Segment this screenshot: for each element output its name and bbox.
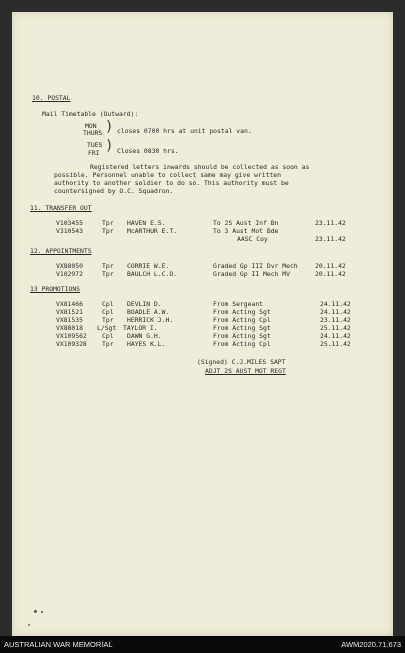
table-cell: VX88018 <box>56 324 83 332</box>
signature-line: (Signed) C.J.MILES SAPT <box>197 358 286 366</box>
table-cell: Cpl <box>102 300 114 308</box>
page-mark <box>34 610 37 613</box>
timetable-title: Mail Timetable (Outward): <box>42 110 139 118</box>
table-cell: BAULCH L.C.O. <box>127 270 178 278</box>
section-11-heading: 11. TRANSFER OUT <box>30 204 92 212</box>
day-mon: MON <box>85 122 97 130</box>
table-cell: Graded Gp III Dvr Mech <box>213 262 298 270</box>
page-mark <box>41 611 43 613</box>
table-cell: From Acting Sgt <box>213 332 271 340</box>
footer-bar <box>0 636 405 653</box>
para-line: possible. Personnel unable to collect same may give written <box>54 171 282 179</box>
table-cell: CORRIE W.E. <box>127 262 170 270</box>
table-cell: From Sergeant <box>213 300 264 308</box>
table-cell: From Acting Sgt <box>213 308 271 316</box>
table-cell: BOADLE A.W. <box>127 308 170 316</box>
table-cell: Graded Gp II Mech MV <box>213 270 290 278</box>
table-cell: 23.11.42 <box>315 219 346 227</box>
table-cell: From Acting Cpl <box>213 316 271 324</box>
table-cell: VX81466 <box>56 300 83 308</box>
day-thurs: THURS <box>83 129 103 137</box>
section-10-heading: 10. POSTAL <box>32 94 71 102</box>
table-cell: Tpr <box>102 262 114 270</box>
table-cell: To 3 Aust Mot Bde <box>213 227 279 235</box>
section-12-heading: 12. APPOINTMENTS <box>30 247 92 255</box>
table-cell: VX81521 <box>56 308 83 316</box>
table-cell: From Acting Sgt <box>213 324 271 332</box>
day-tues: TUES <box>87 141 103 149</box>
table-cell: V103455 <box>56 219 83 227</box>
page-mark <box>28 624 30 626</box>
table-cell: VX88050 <box>56 262 83 270</box>
day-fri: FRI <box>88 149 100 157</box>
closes-line-2: Closes 0830 hrs. <box>117 147 179 155</box>
document-page <box>12 12 393 636</box>
signature-title: ADJT 2S AUST MOT REGT <box>205 367 286 375</box>
table-cell: Tpr <box>102 340 114 348</box>
table-cell: Tpr <box>102 316 114 324</box>
table-cell: 25.11.42 <box>320 340 351 348</box>
table-cell: 24.11.42 <box>320 300 351 308</box>
table-cell: Cpl <box>102 332 114 340</box>
table-cell: HAYES K.L. <box>127 340 166 348</box>
table-cell: VX109328 <box>56 340 87 348</box>
table-cell: VX81535 <box>56 316 83 324</box>
table-cell: To 2S Aust Inf Bn <box>213 219 279 227</box>
table-cell: 24.11.42 <box>320 308 351 316</box>
table-cell: 25.11.42 <box>320 324 351 332</box>
table-cell: V310543 <box>56 227 83 235</box>
section-13-heading: 13 PROMOTIONS <box>30 285 81 293</box>
table-cell: Tpr <box>102 227 114 235</box>
table-cell: V102972 <box>56 270 83 278</box>
closes-line-1: closes 0700 hrs at unit postal van. <box>117 127 252 135</box>
table-cell: From Acting Cpl <box>213 340 271 348</box>
table-cell: L/Sgt <box>97 324 117 332</box>
bracket: ) <box>105 119 114 135</box>
para-line: authority to another soldier to do so. This authority must be <box>54 179 289 187</box>
table-cell: 24.11.42 <box>320 332 351 340</box>
table-cell: Tpr <box>102 270 114 278</box>
table-cell: Cpl <box>102 308 114 316</box>
table-cell: TAYLOR I. <box>123 324 158 332</box>
table-cell: AASC Coy <box>237 235 268 243</box>
table-cell: DEVLIN D. <box>127 300 162 308</box>
para-line: Registered letters inwards should be collected as soon as <box>90 163 310 171</box>
table-cell: Tpr <box>102 219 114 227</box>
table-cell: VX109562 <box>56 332 87 340</box>
bracket: ) <box>105 138 114 154</box>
para-line: countersigned by O.C. Squadron. <box>54 187 174 195</box>
footer-source: AUSTRALIAN WAR MEMORIAL <box>4 640 113 649</box>
footer-accession: AWM2020.71.673 <box>341 640 401 649</box>
table-cell: HERRICK J.H. <box>127 316 174 324</box>
table-cell: 20.11.42 <box>315 270 346 278</box>
table-cell: 23.11.42 <box>315 235 346 243</box>
table-cell: DAWN G.H. <box>127 332 162 340</box>
table-cell: 20.11.42 <box>315 262 346 270</box>
table-cell: McARTHUR E.T. <box>127 227 178 235</box>
table-cell: HAVEN E.S. <box>127 219 166 227</box>
table-cell: 23.11.42 <box>320 316 351 324</box>
